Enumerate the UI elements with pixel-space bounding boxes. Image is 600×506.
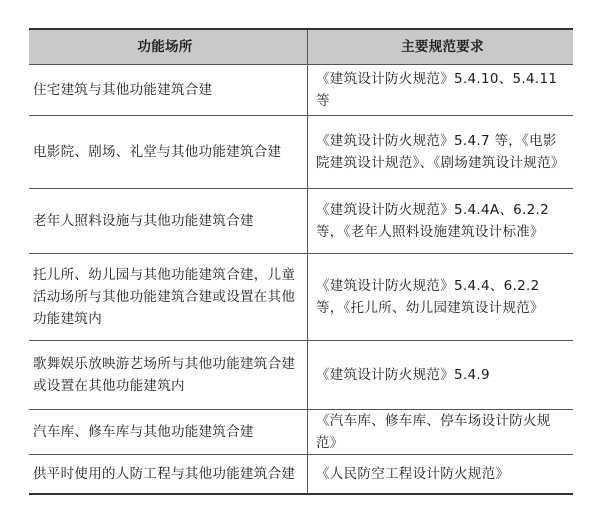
place-cell: 电影院、剧场、礼堂与其他功能建筑合建	[33, 144, 282, 160]
table-row	[29, 188, 573, 253]
spec-cell: 《建筑设计防火规范》5.4.7 等，《电影院建筑设计规范》、《剧场建筑设计规范》	[307, 116, 573, 188]
spec-cell: 《建筑设计防火规范》5.4.9	[307, 341, 573, 409]
table-row	[29, 454, 573, 493]
place-cell: 供平时使用的人防工程与其他功能建筑合建	[33, 466, 296, 482]
spec-cell: 《汽车库、修车库、停车场设计防火规范》	[307, 410, 573, 454]
spec-cell: 《建筑设计防火规范》5.4.4A、6.2.2 等，《老年人照料设施建筑设计标准》	[307, 189, 573, 253]
place-cell: 老年人照料设施与其他功能建筑合建	[33, 213, 254, 229]
table-header-row	[29, 30, 573, 64]
table-row	[29, 115, 573, 188]
header-main-spec: 主要规范要求	[307, 30, 573, 64]
place-cell: 住宅建筑与其他功能建筑合建	[33, 82, 213, 98]
table-row	[29, 253, 573, 340]
spec-cell: 《建筑设计防火规范》5.4.10、5.4.11 等	[307, 65, 573, 115]
place-cell: 歌舞娱乐放映游艺场所与其他功能建筑合建或设置在其他功能建筑内	[33, 356, 296, 394]
place-cell: 托儿所、幼儿园与其他功能建筑合建，儿童活动场所与其他功能建筑合建或设置在其他功能建筑内	[33, 267, 296, 327]
spec-cell: 《人民防空工程设计防火规范》	[307, 455, 573, 493]
table-row	[29, 64, 573, 115]
table-row	[29, 409, 573, 454]
regulation-table	[29, 28, 573, 495]
spec-cell: 《建筑设计防火规范》5.4.4、6.2.2 等，《托儿所、幼儿园建筑设计规范》	[307, 254, 573, 340]
place-cell: 汽车库、修车库与其他功能建筑合建	[33, 424, 254, 440]
header-function-place: 功能场所	[29, 30, 307, 64]
table-row	[29, 340, 573, 409]
